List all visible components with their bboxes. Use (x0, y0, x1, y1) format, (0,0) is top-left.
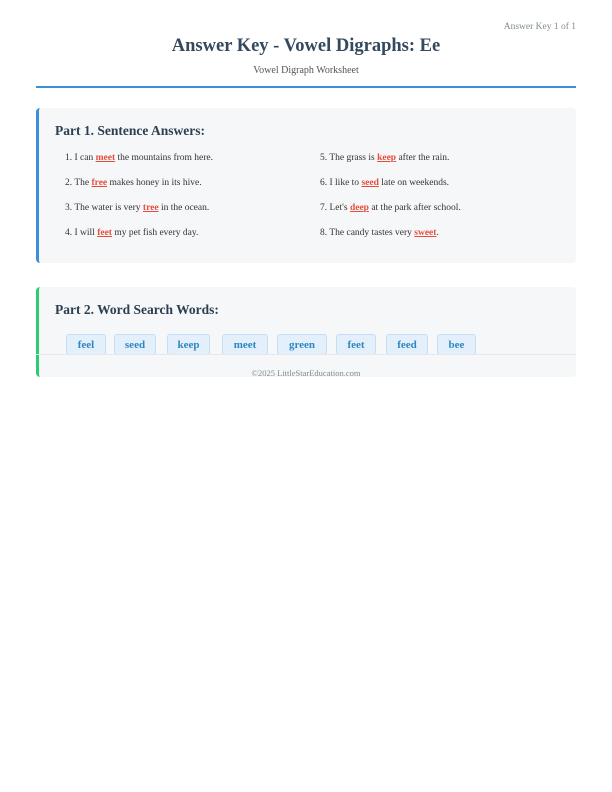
sentence-text: . (436, 228, 439, 238)
page-subtitle: Vowel Digraph Worksheet (253, 65, 359, 76)
sentence-text: after the rain. (396, 153, 450, 163)
sentence-text: my pet fish every day. (111, 228, 199, 238)
footer-divider (36, 354, 576, 355)
sentence-text: 7. Let's (320, 203, 350, 213)
sentence-6 (320, 178, 449, 188)
answer-word: meet (95, 153, 116, 163)
part1-section (36, 108, 576, 263)
sentence-5 (320, 153, 449, 163)
page-title: Answer Key - Vowel Digraphs: Ee (171, 36, 441, 56)
answer-word: tree (142, 203, 159, 213)
sentence-3 (65, 203, 209, 213)
sentence-text: 4. I will (65, 228, 98, 238)
sentence-text: 1. I can (65, 153, 96, 163)
word-chip-green: green (277, 334, 327, 355)
answer-word: sweet (414, 228, 437, 238)
sentence-text: 6. I like to (320, 178, 362, 188)
sentence-text: the mountains from here. (115, 153, 214, 163)
word-chip-feed: feed (386, 334, 428, 355)
header-divider (36, 86, 576, 88)
sentence-text: 8. The candy tastes very (320, 228, 415, 238)
part2-title: Part 2. Word Search Words: (55, 302, 219, 317)
sentence-text: at the park after school. (368, 203, 461, 213)
answer-word: free (91, 178, 108, 188)
part1-title: Part 1. Sentence Answers: (55, 123, 205, 138)
word-chip-bee: bee (437, 334, 476, 355)
answer-word: feet (97, 228, 112, 238)
word-chip-keep: keep (167, 334, 210, 355)
sentence-2 (65, 178, 202, 188)
sentence-text: in the ocean. (158, 203, 210, 213)
sentence-4 (65, 228, 198, 238)
word-chip-seed: seed (114, 334, 156, 355)
answer-word: deep (349, 203, 369, 213)
part2-section (36, 287, 576, 377)
footer-copyright: ©2025 LittleStarEducation.com (251, 368, 361, 378)
page-number: Answer Key 1 of 1 (503, 22, 576, 32)
sentence-text: 5. The grass is (320, 153, 378, 163)
sentence-text: 3. The water is very (65, 203, 143, 213)
sentence-text: makes honey in its hive. (107, 178, 202, 188)
word-chip-meet: meet (222, 334, 268, 355)
sentence-7 (320, 203, 461, 213)
sentence-text: late on weekends. (378, 178, 450, 188)
answer-word: seed (361, 178, 379, 188)
sentence-text: 2. The (65, 178, 92, 188)
word-chip-feel: feel (66, 334, 106, 355)
word-chip-feet: feet (336, 334, 376, 355)
sentence-8 (320, 228, 439, 238)
answer-word: keep (377, 153, 397, 163)
sentence-1 (65, 153, 213, 163)
